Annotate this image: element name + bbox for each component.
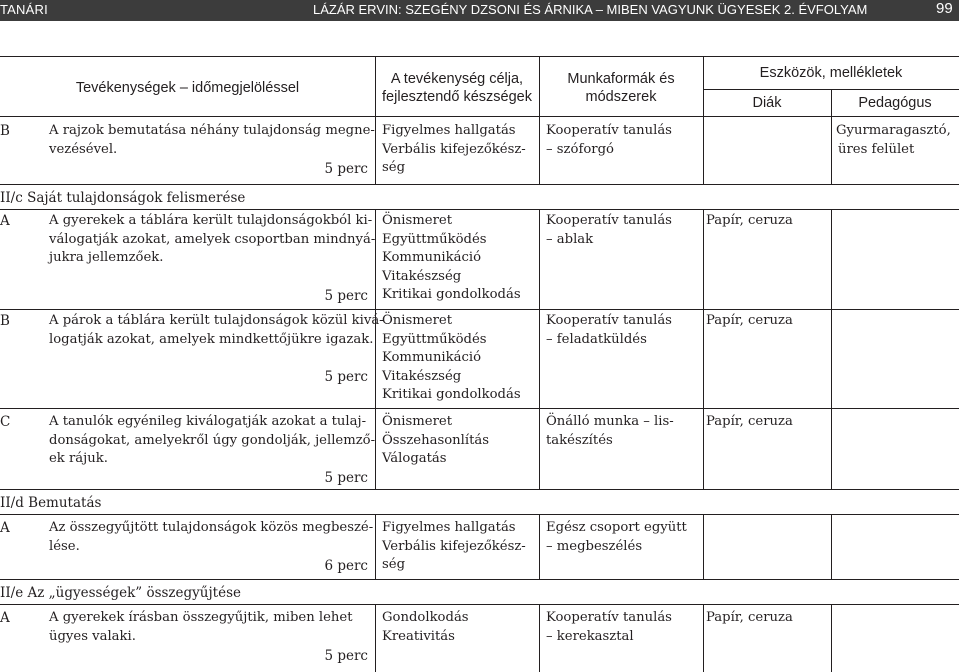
method-line: Kooperatív tanulás: [546, 313, 672, 328]
method-line: Kooperatív tanulás: [546, 610, 672, 625]
activity-line: jukra jellemzőek.: [49, 250, 164, 265]
row-letter: A: [0, 213, 10, 229]
page-number: 99: [936, 0, 953, 17]
time-label: 5 perc: [324, 369, 368, 385]
goal-line: Kreativitás: [382, 628, 455, 644]
student-tool-line: Papír, ceruza: [706, 414, 793, 429]
row-divider: [0, 209, 959, 210]
activity-line: A tanulók egyénileg kiválogatják azokat a tulaj-: [49, 414, 367, 429]
activities-header: Tevékenységek – időmegjelöléssel: [75, 80, 300, 96]
goal-line: ség: [382, 557, 406, 572]
lesson-plan-table: [0, 56, 959, 672]
method-line: – szóforgó: [546, 141, 614, 157]
table-top-border: [0, 56, 959, 57]
goal-line: ség: [382, 160, 406, 175]
goal-line: Verbális kifejezőkész-: [382, 538, 526, 554]
method-line: Önálló munka – lis-: [546, 414, 674, 429]
goal-line: Vitakészség: [382, 268, 462, 284]
row-letter: B: [0, 313, 10, 329]
goal-header-line1: A tevékenység célja,: [390, 71, 524, 87]
goal-line: Együttműködés: [382, 231, 487, 247]
goal-line: Önismeret: [382, 313, 453, 328]
activity-line: donságokat, amelyekről úgy gondolják, jellemző-: [49, 432, 376, 448]
activity-line: válogatják azokat, amelyek csoportban mindnyá-: [49, 231, 376, 247]
method-line: – feladatküldés: [546, 331, 647, 347]
method-line: – kerekasztal: [546, 628, 634, 644]
col-divider: [703, 514, 704, 579]
activity-line: Az összegyűjtött tulajdonságok közös megbeszé-: [49, 520, 374, 535]
goal-line: Önismeret: [382, 414, 453, 429]
col-divider: [375, 514, 376, 579]
method-line: – megbeszélés: [546, 538, 643, 554]
row-divider: [0, 579, 959, 580]
activity-line: lése.: [49, 538, 80, 554]
goal-line: Kommunikáció: [382, 350, 482, 365]
teacher-tool-line: Gyurmaragasztó,: [836, 123, 951, 138]
student-tool-line: Papír, ceruza: [706, 213, 793, 228]
col-divider: [539, 514, 540, 579]
goal-line: Együttműködés: [382, 331, 487, 347]
row-divider: [0, 514, 959, 515]
col-divider: [831, 209, 832, 489]
header-bottom-border: [0, 116, 959, 117]
row-divider: [0, 408, 959, 409]
row-divider: [0, 184, 959, 185]
student-tools-header: Diák: [752, 95, 782, 111]
goal-line: Válogatás: [382, 451, 447, 466]
row-divider: [0, 489, 959, 490]
activity-line: A párok a táblára került tulajdonságok közül kivá-: [49, 313, 384, 328]
section-heading: II/d Bemutatás: [0, 495, 102, 511]
method-line: takészítés: [546, 432, 613, 448]
page-header: [0, 0, 959, 21]
tools-header: Eszközök, mellékletek: [759, 65, 903, 81]
goal-line: Figyelmes hallgatás: [382, 520, 516, 535]
section-heading: II/e Az „ügyességek” összegyűjtése: [0, 585, 242, 601]
col-divider: [375, 209, 376, 489]
header-title: LÁZÁR ERVIN: SZEGÉNY DZSONI ÉS ÁRNIKA – MIBEN VAGYUNK ÜGYESEK 2. ÉVFOLYAM: [313, 2, 868, 17]
time-label: 5 perc: [324, 288, 368, 304]
goal-line: Összehasonlítás: [382, 432, 490, 448]
methods-header-line1: Munkaformák és: [567, 71, 675, 87]
row-letter: B: [0, 123, 10, 139]
goal-header-line2: fejlesztendő készségek: [382, 89, 532, 105]
method-line: – ablak: [546, 231, 594, 247]
row-divider: [0, 309, 959, 310]
goal-line: Önismeret: [382, 213, 453, 228]
teacher-tool-line: üres felület: [838, 141, 915, 157]
student-tool-line: Papír, ceruza: [706, 313, 793, 328]
row-letter: A: [0, 610, 10, 626]
method-line: Kooperatív tanulás: [546, 123, 672, 138]
time-label: 5 perc: [324, 161, 368, 177]
goal-line: Figyelmes hallgatás: [382, 123, 516, 138]
row-letter: A: [0, 520, 10, 536]
col-divider: [831, 514, 832, 579]
col-divider: [539, 604, 540, 672]
activity-line: A gyerekek írásban összegyűjtik, miben lehet: [49, 610, 353, 625]
activity-line: logatják azokat, amelyek mindkettőjükre igazak.: [49, 331, 374, 347]
method-line: Kooperatív tanulás: [546, 213, 672, 228]
student-tool-line: Papír, ceruza: [706, 610, 793, 625]
time-label: 5 perc: [324, 648, 368, 664]
col-divider: [703, 209, 704, 489]
activity-line: vezésével.: [49, 141, 118, 157]
activity-line: ügyes valaki.: [49, 628, 136, 644]
goal-line: Vitakészség: [382, 368, 462, 384]
goal-line: Kommunikáció: [382, 250, 482, 265]
method-line: Egész csoport együtt: [546, 520, 687, 535]
teacher-tools-header: Pedagógus: [858, 95, 932, 111]
activity-line: A rajzok bemutatása néhány tulajdonság megne-: [49, 123, 375, 138]
col-divider: [703, 604, 704, 672]
goal-line: Kritikai gondolkodás: [382, 387, 521, 402]
activity-line: ek rájuk.: [49, 451, 108, 466]
goal-line: Kritikai gondolkodás: [382, 287, 521, 302]
col-divider: [539, 209, 540, 489]
goal-line: Verbális kifejezőkész-: [382, 141, 526, 157]
time-label: 5 perc: [324, 470, 368, 486]
section-heading: II/c Saját tulajdonságok felismerése: [0, 190, 246, 206]
goal-line: Gondolkodás: [382, 610, 469, 625]
col-divider: [375, 604, 376, 672]
col-divider: [831, 604, 832, 672]
time-label: 6 perc: [324, 558, 368, 574]
activity-line: A gyerekek a táblára került tulajdonságokból ki-: [49, 213, 373, 228]
row-divider: [0, 604, 959, 605]
row-letter: C: [0, 414, 11, 430]
methods-header-line2: módszerek: [585, 89, 657, 105]
header-left-label: TANÁRI: [0, 2, 48, 17]
